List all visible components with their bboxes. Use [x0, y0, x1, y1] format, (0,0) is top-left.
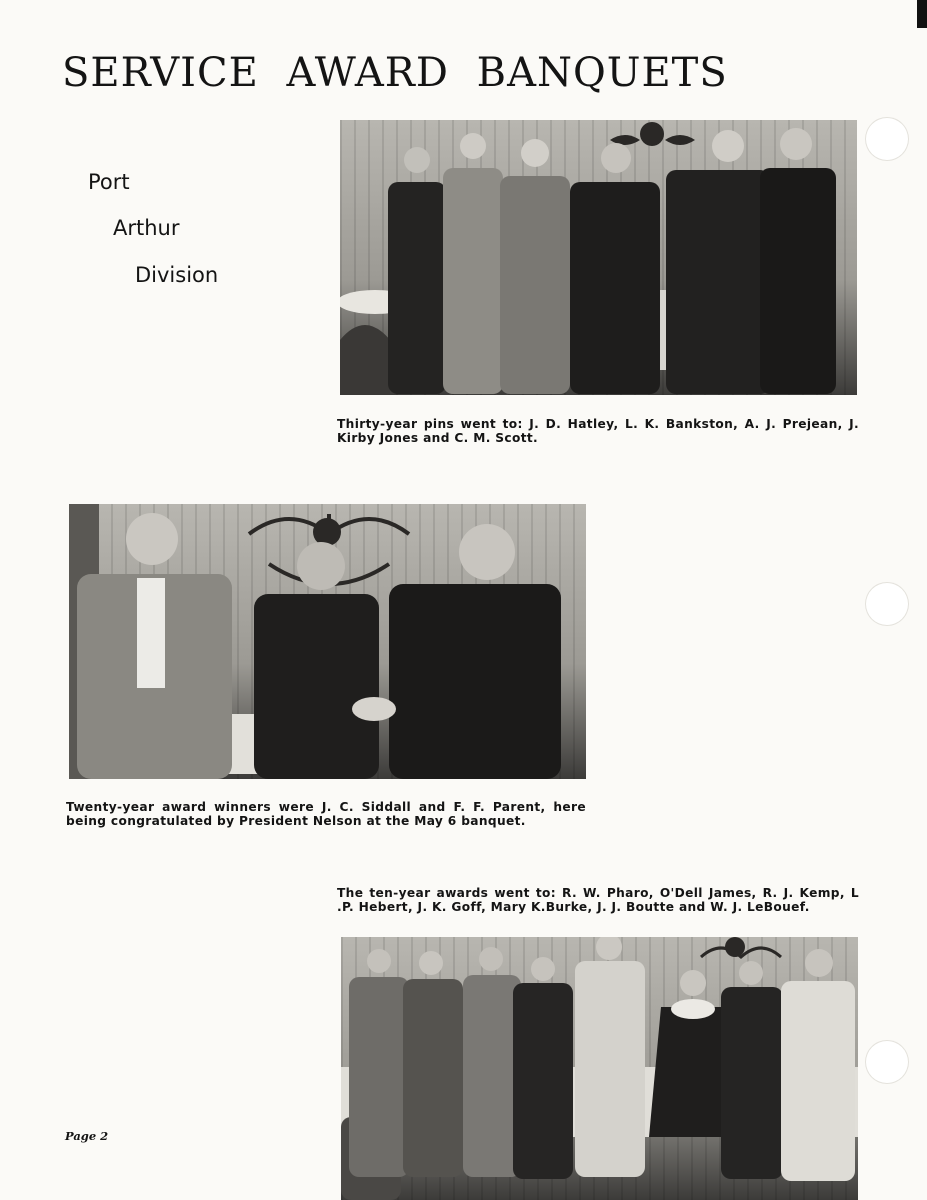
ten-year-photo [341, 937, 858, 1200]
page-title: SERVICE AWARD BANQUETS [62, 50, 728, 96]
twenty-year-photo [69, 504, 586, 779]
division-label-line3: Division [135, 263, 219, 287]
division-label-line2: Arthur [113, 216, 180, 240]
ten-year-caption: The ten-year awards went to: R. W. Pharo, O'Dell James, R. J. Kemp, L .P. Hebert, J. K. Goff, Mary K.Burke, J. J. Boutte and W. J. LeBouef. [337, 886, 859, 914]
twenty-year-caption: Twenty-year award winners were J. C. Siddall and F. F. Parent, here being congratulated by President Nelson at the May 6 banquet. [66, 800, 586, 828]
page-edge-mark [917, 0, 927, 28]
division-label-line1: Port [88, 170, 130, 194]
thirty-year-photo [340, 120, 857, 395]
page-number: Page 2 [65, 1129, 109, 1143]
binder-hole-bottom [865, 1040, 909, 1084]
thirty-year-caption: Thirty-year pins went to: J. D. Hatley, L. K. Bankston, A. J. Prejean, J. Kirby Jones and C. M. Scott. [337, 417, 859, 445]
binder-hole-middle [865, 582, 909, 626]
binder-hole-top [865, 117, 909, 161]
